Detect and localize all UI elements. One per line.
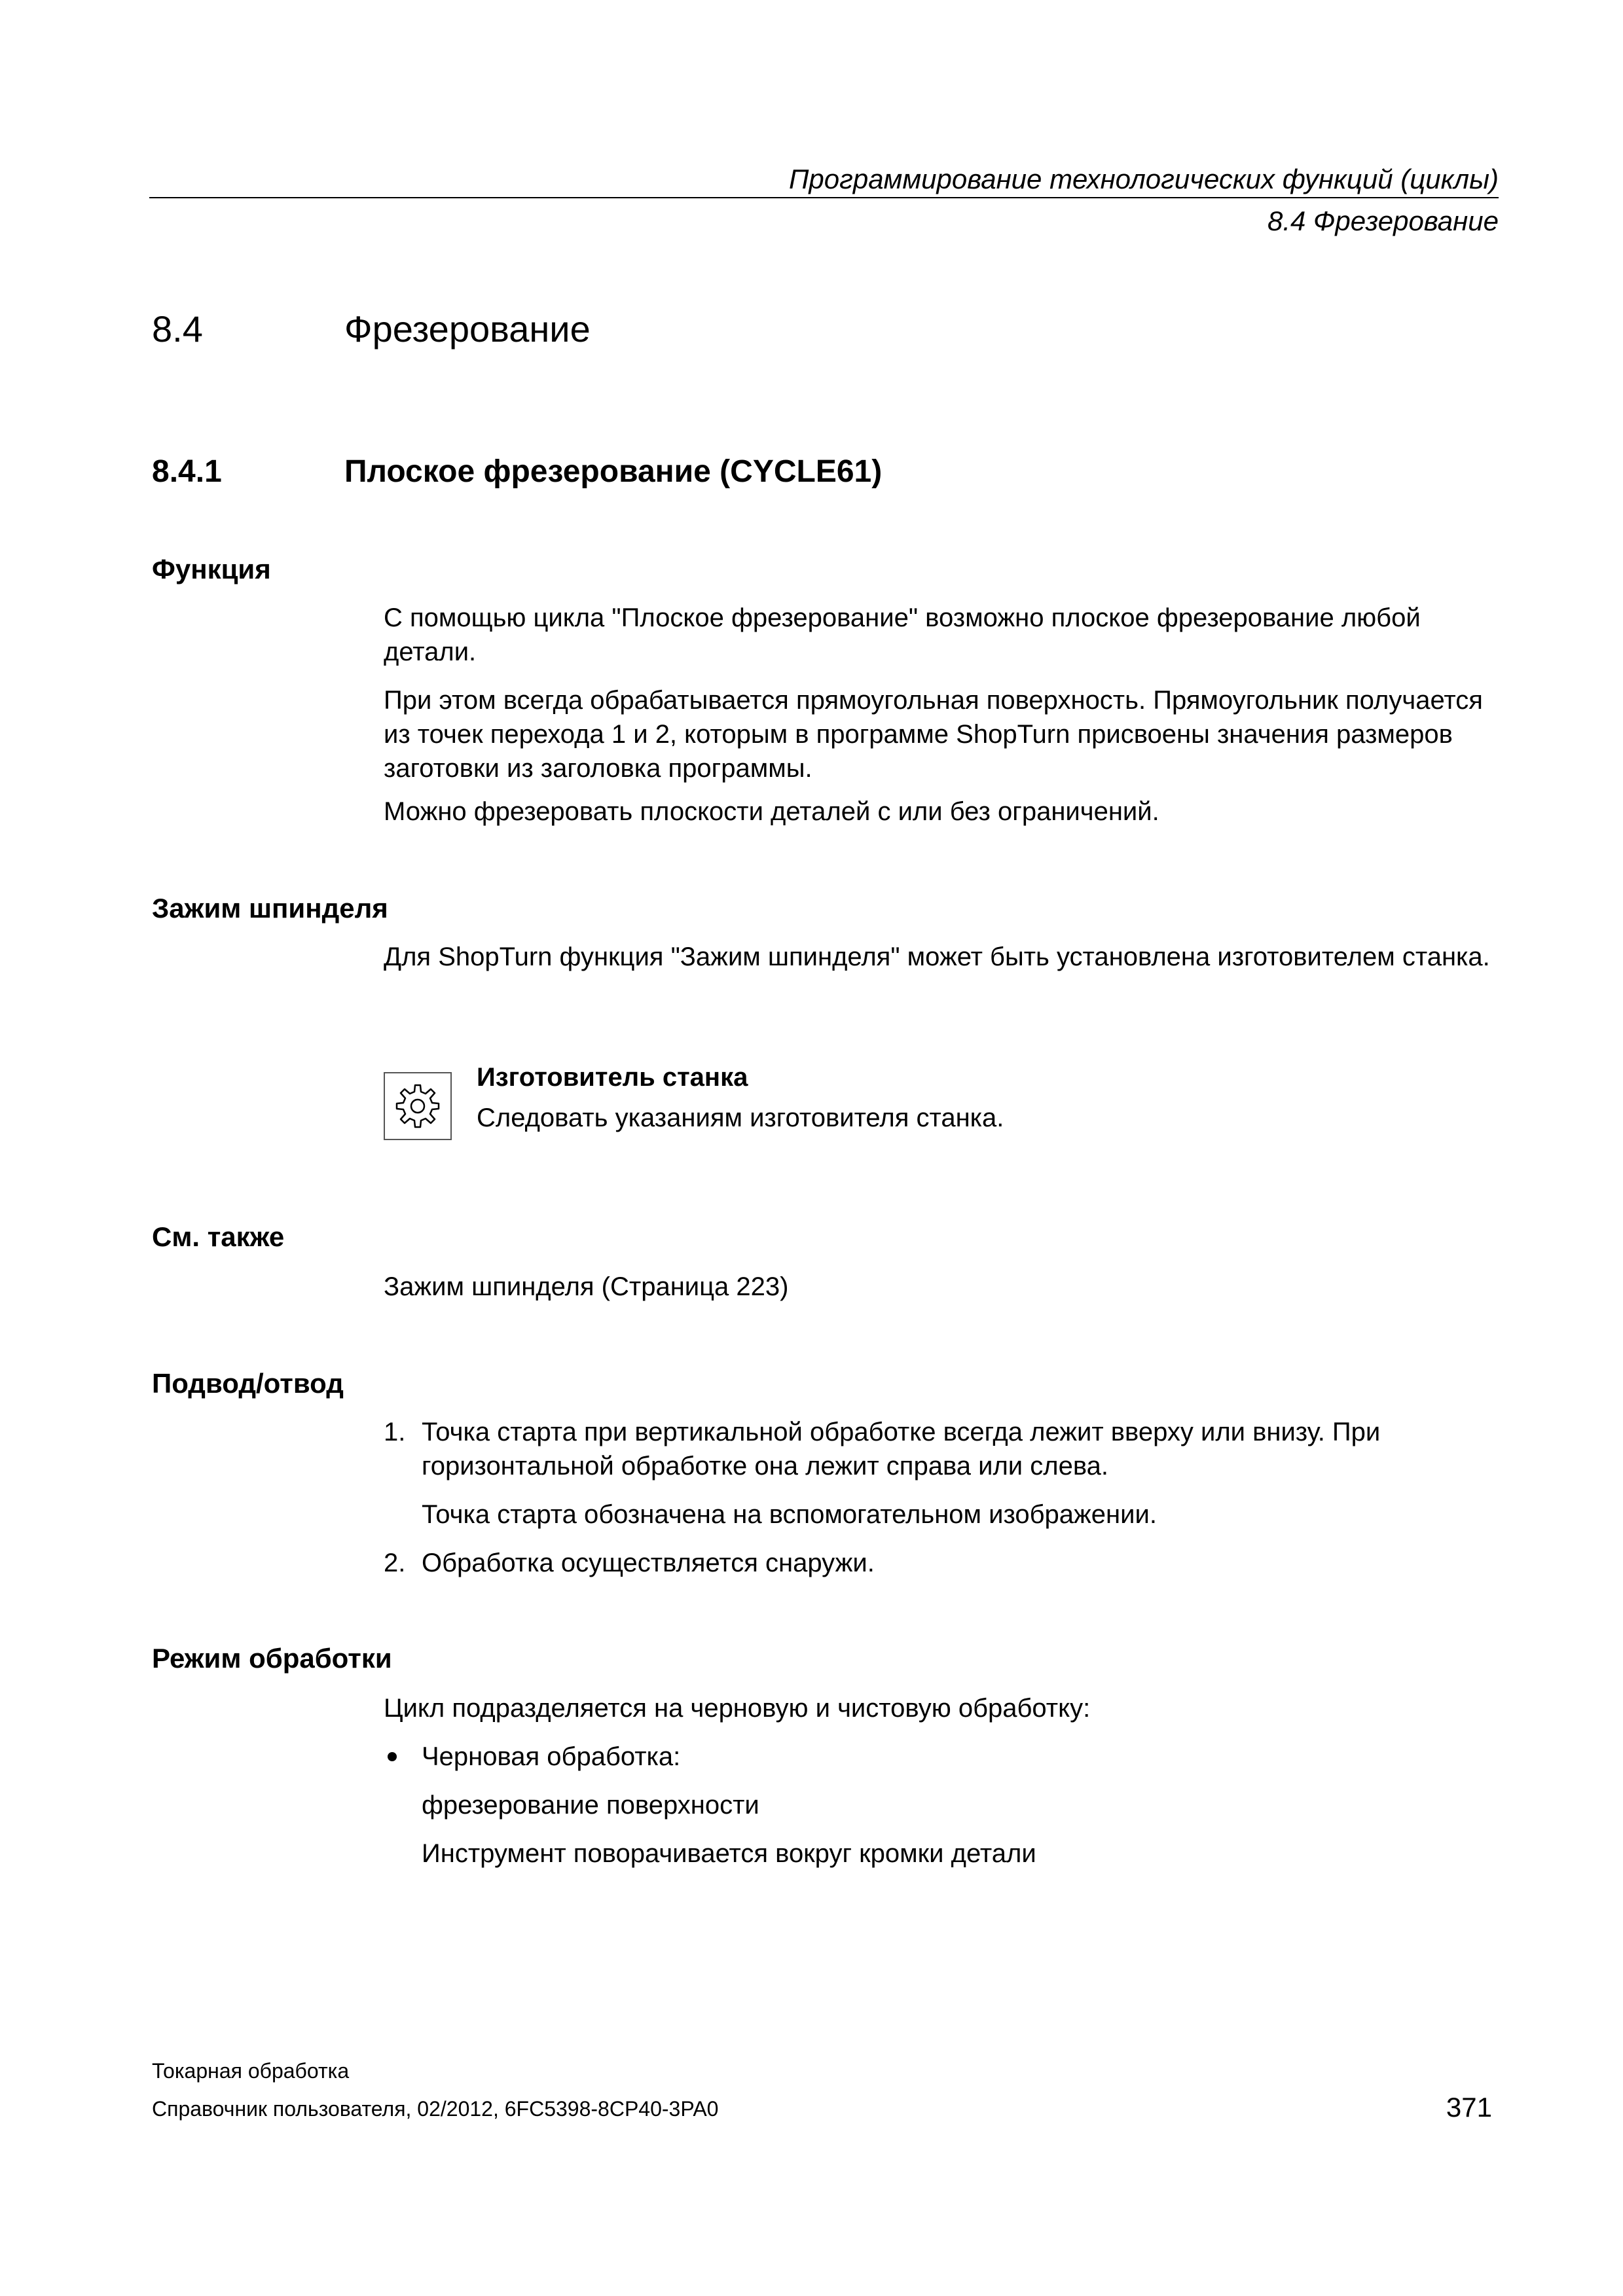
function-paragraph-3: Можно фрезеровать плоскости деталей с или без ограничений. — [384, 797, 1159, 826]
bullet-dot — [388, 1752, 397, 1761]
section-title: Фрезерование — [344, 308, 591, 350]
approach-heading: Подвод/отвод — [152, 1368, 344, 1399]
header-rule — [149, 197, 1499, 198]
spindle-heading: Зажим шпинделя — [152, 893, 388, 924]
list-item: Точка старта при вертикальной обработке всегда лежит вверху или внизу. При горизонтальной обработке она лежит справа или слева. — [422, 1418, 1381, 1480]
see-also-link[interactable]: Зажим шпинделя (Страница 223) — [384, 1272, 789, 1301]
subsection-number: 8.4.1 — [152, 454, 222, 489]
list-item-note: Точка старта обозначена на вспомогательном изображении. — [422, 1500, 1157, 1529]
mode-paragraph: Цикл подразделяется на черновую и чистовую обработку: — [384, 1694, 1091, 1723]
gear-icon — [384, 1072, 452, 1140]
note-text: Следовать указаниям изготовителя станка. — [477, 1103, 1004, 1132]
running-header-title: Программирование технологических функций (циклы) — [788, 164, 1499, 194]
subsection-title: Плоское фрезерование (CYCLE61) — [344, 454, 883, 489]
function-paragraph-2: При этом всегда обрабатывается прямоугольная поверхность. Прямоугольник получается из точек перехода 1 и 2, которым в программе ShopTurn присвоены значения размеров заготовки из заголовка программы. — [384, 686, 1483, 783]
list-item: Обработка осуществляется снаружи. — [422, 1549, 875, 1577]
section-number: 8.4 — [152, 308, 203, 350]
function-paragraph-1: С помощью цикла "Плоское фрезерование" возможно плоское фрезерование любой детали. — [384, 603, 1421, 666]
footer-line-2: Справочник пользователя, 02/2012, 6FC5398-8CP40-3PA0 — [152, 2097, 719, 2121]
mode-heading: Режим обработки — [152, 1643, 392, 1674]
function-heading: Функция — [152, 554, 271, 584]
page-number: 371 — [1446, 2092, 1492, 2123]
bullet-sub-1: фрезерование поверхности — [422, 1791, 759, 1820]
running-header-subtitle: 8.4 Фрезерование — [1267, 206, 1499, 236]
bullet-item: Черновая обработка: — [422, 1742, 681, 1771]
bullet-sub-2: Инструмент поворачивается вокруг кромки детали — [422, 1839, 1036, 1868]
spindle-paragraph: Для ShopTurn функция "Зажим шпинделя" может быть установлена изготовителем станка. — [384, 942, 1490, 971]
list-number: 1. — [384, 1418, 406, 1446]
footer-line-1: Токарная обработка — [152, 2059, 350, 2083]
see-also-heading: См. также — [152, 1221, 285, 1252]
note-title: Изготовитель станка — [477, 1063, 748, 1092]
list-number: 2. — [384, 1549, 406, 1577]
